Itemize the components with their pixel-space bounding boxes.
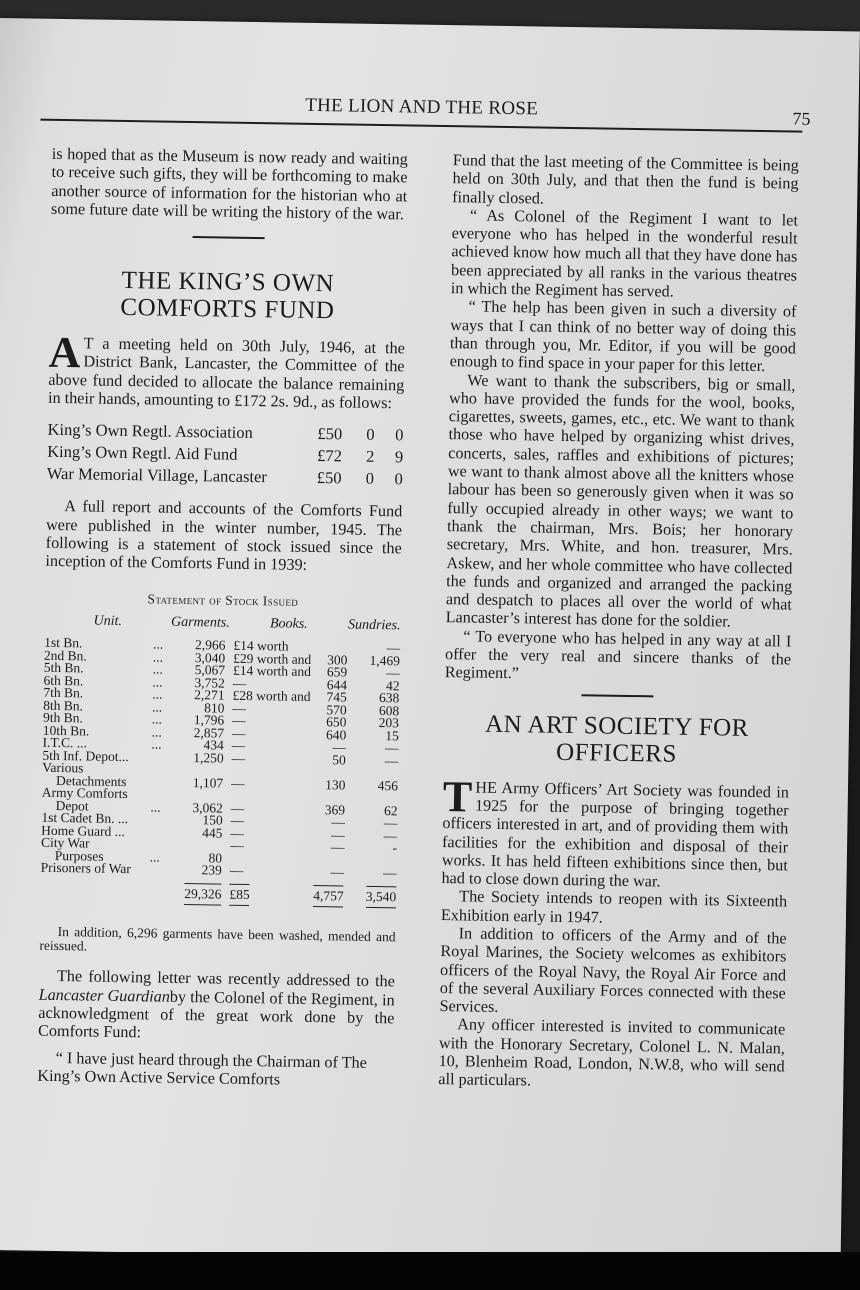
cell-leader-dots: ...: [152, 661, 163, 677]
cell-unit: 1st Bn.: [44, 635, 83, 651]
books-text: —: [231, 750, 246, 766]
header-books: Books.: [269, 616, 308, 632]
books-count: 640: [325, 727, 347, 743]
letter-paragraph-1: Fund that the last meeting of the Committee is being held on 30th July, and that then the fund is being finally closed.: [452, 151, 799, 208]
allocation-pounds: £50: [317, 424, 343, 444]
cell-unit: Purposes: [54, 847, 104, 864]
books-count: 130: [325, 777, 346, 793]
books-text: £28 worth and: [232, 688, 311, 705]
cell-unit: 5th Inf. Depot...: [42, 747, 129, 764]
cell-sundries: —: [383, 815, 398, 831]
cell-leader-dots: ...: [151, 736, 162, 752]
books-count: —: [330, 839, 345, 855]
allocation-list: [47, 419, 404, 491]
table-caption: Statement of Stock Issued: [147, 590, 299, 609]
cell-unit: Army Comforts: [41, 785, 128, 802]
heading-line-1: AN ART SOCIETY FOR: [484, 710, 750, 742]
cell-leader-dots: ...: [152, 674, 163, 690]
cell-leader-dots: ...: [152, 636, 164, 652]
books-text: —: [231, 775, 245, 791]
books-count: 650: [326, 714, 347, 730]
letter-intro-text-end: by the Colonel of the Regiment, in acknowledgment of the great work done by the Comforts Fund:: [37, 987, 395, 1042]
cell-books: [226, 865, 344, 879]
cell-garments: 2,271: [194, 687, 225, 703]
art-intro-paragraph: [441, 771, 790, 893]
books-text: £14 worth and: [232, 663, 312, 680]
allocation-shillings: 2: [365, 447, 375, 467]
cell-garments: 2,966: [194, 637, 226, 653]
cell-unit: Home Guard ...: [41, 822, 125, 839]
header-sundries: Sundries.: [347, 617, 401, 634]
books-text: —: [230, 800, 245, 816]
heading-line-2: OFFICERS: [555, 738, 678, 768]
letter-intro-text: The following letter was recently addressed to the: [56, 967, 396, 991]
allocation-recipient: King’s Own Regtl. Association: [47, 420, 254, 443]
letter-paragraph-2: “ As Colonel of the Regiment I want to let everyone who has helped in the wonderful result achieved know how much all that they have done has been appreciated by all ranks in the various theatres in which the Regiment has served.: [450, 206, 799, 301]
books-text: £14 worth: [233, 638, 289, 654]
cell-unit: 10th Bn.: [42, 722, 90, 739]
cell-sundries: —: [384, 752, 399, 769]
cell-garments: 239: [201, 862, 222, 878]
intro-text: T a meeting held on 30th July, 1946, at the District Bank, Lancaster, the Committee of the above fund decided to allocate the balance remaining in their hands, amounting to £172 2s. 9d., as follows:: [47, 334, 405, 413]
cell-sundries: —: [383, 827, 398, 844]
cell-leader-dots: ...: [151, 711, 163, 727]
cell-garments: 2,857: [193, 724, 225, 741]
cell-garments: 445: [202, 825, 223, 841]
cell-sundries: 15: [385, 728, 399, 744]
continued-paragraph: is hoped that as the Museum is now ready and waiting to receive such gifts, they will be forthcoming to make another source of information for the historian who at some future date will be writing the history of the war.: [50, 144, 408, 224]
total-books-count: 4,757: [313, 885, 344, 908]
books-count: —: [332, 739, 347, 755]
cell-books: [227, 775, 346, 793]
cell-unit: 5th Bn.: [43, 660, 84, 676]
cell-sundries: 1,469: [369, 652, 401, 669]
running-header: [40, 89, 811, 133]
letter-paragraph-4: We want to thank the subscribers, big or small, who have provided the funds for the wool, books, cigarettes, sweets, games, etc., etc. We want to thank those who have helped by organizing whist drives, concerts, sales, raffles and exhibitions of pictures; we want to thank almost above all the knitters whose labour has been so generously given when it was so fully occupied already in other ways; we want to thank the chairman, Mrs. Bois; her honorary secretary, Mrs. White, and hon. treasurer, Mrs. Askew, and her whole committee who have collected the funds and organized and arranged the packing and despatch to places all over the world of what Lancaster’s interest has done for the soldier.: [445, 370, 796, 631]
cell-garments: 1,796: [193, 712, 225, 728]
cell-garments: 1,107: [192, 774, 224, 791]
cell-garments: 3,062: [192, 799, 223, 816]
art-paragraph-2: In addition to officers of the Army and of the Royal Marines, the Society welcomes as exhibitors officers of the Royal Navy, the Royal Air Force and of the several Auxiliary Forces connected with these Services.: [439, 924, 787, 1017]
article-heading-art-society: [443, 710, 790, 769]
allocation-pence: 0: [394, 469, 403, 489]
background-bottom: [0, 1252, 860, 1290]
header-garments: Garments.: [170, 614, 230, 631]
allocation-recipient: King’s Own Regtl. Aid Fund: [47, 442, 238, 465]
books-text: —: [231, 725, 246, 741]
stock-table: [40, 611, 401, 909]
allocation-recipient: War Memorial Village, Lancaster: [46, 464, 268, 487]
heading-line-1: THE KING’S OWN: [121, 267, 335, 298]
cell-leader-dots: [149, 864, 167, 877]
cell-sundries: —: [386, 640, 401, 656]
cell-sundries: 608: [378, 702, 400, 719]
allocation-pounds: £72: [317, 446, 343, 466]
right-column: [438, 151, 799, 1094]
cell-sundries: 42: [385, 678, 400, 694]
cell-sundries: —: [384, 740, 399, 756]
books-count: —: [331, 827, 345, 843]
article-heading-comforts-fund: [49, 266, 406, 326]
cell-unit: 7th Bn.: [43, 685, 84, 701]
cell-unit: 8th Bn.: [43, 697, 84, 714]
drop-cap: T: [442, 771, 473, 822]
cell-sundries: —: [386, 665, 400, 681]
books-count: 659: [326, 664, 348, 680]
page-number: 75: [792, 108, 811, 129]
newspaper-name: Lancaster Guardian: [38, 985, 171, 1006]
art-paragraph-1: The Society intends to reopen with its Sixteenth Exhibition early in 1947.: [440, 887, 788, 927]
cell-unit: Depot: [55, 797, 89, 814]
cell-leader-dots: ...: [150, 799, 161, 815]
cell-sundries: -: [392, 840, 398, 856]
cell-unit: 1st Cadet Bn. ...: [41, 810, 129, 827]
cell-sundries: 638: [378, 690, 400, 706]
books-text: —: [232, 713, 246, 729]
cell-garments: 5,067: [194, 662, 226, 678]
books-count: 300: [327, 652, 348, 668]
cell-leader-dots: [150, 826, 168, 839]
magazine-page: [0, 18, 860, 1263]
cell-books: [226, 840, 344, 854]
cell-garments: 80: [208, 850, 223, 866]
books-text: —: [232, 700, 247, 716]
heading-line-2: COMFORTS FUND: [120, 294, 335, 325]
section-divider: [581, 694, 653, 697]
art-intro-text: HE Army Officers’ Art Society was founded in 1925 for the purpose of bringing together officers interested in art, and of providing them with facilities for the exhibition and disposal of their works. It has held fifteen exhibitions since then, but had to close down during the war.: [441, 778, 790, 891]
books-text: —: [231, 738, 246, 754]
letter-opening: “ I have just heard through the Chairman of The King’s Own Active Service Comforts: [37, 1048, 368, 1089]
cell-unit: 2nd Bn.: [43, 647, 87, 664]
books-count: 369: [324, 802, 346, 818]
books-text: —: [232, 675, 247, 691]
cell-leader-dots: ...: [152, 649, 164, 665]
cell-unit: 9th Bn.: [42, 710, 83, 726]
cell-garments: 3,040: [194, 649, 226, 666]
cell-sundries: 456: [377, 777, 399, 794]
letter-paragraph-5: “ To everyone who has helped in any way at all I offer the very real and sincere thanks of the Regiment.”: [444, 627, 792, 683]
cell-unit: City War: [40, 835, 90, 851]
cell-garments: 3,752: [194, 674, 225, 691]
cell-unit: Various: [42, 760, 84, 776]
total-sundries: 3,540: [366, 886, 397, 909]
allocation-shillings: 0: [366, 425, 375, 445]
cell-leader-dots: ...: [149, 849, 160, 865]
cell-unit: 6th Bn.: [43, 672, 84, 689]
table-footnote: In addition, 6,296 garments have been washed, mended and reissued.: [39, 924, 396, 954]
books-text: —: [230, 838, 244, 854]
header-unit: Unit.: [93, 613, 123, 629]
cell-garments: 150: [202, 812, 223, 828]
allocation-shillings: 0: [365, 469, 375, 489]
allocation-pence: 0: [395, 425, 404, 445]
publication-title: THE LION AND THE ROSE: [305, 94, 539, 120]
art-paragraph-3: Any officer interested is invited to communicate with the Honorary Secretary, Colonel L. N. Malan, 10, Blenheim Road, London, N.W.8, who will send all particulars.: [438, 1015, 786, 1090]
cell-unit: I.T.C. ...: [42, 735, 88, 751]
cell-unit: Detachments: [55, 772, 127, 789]
cell-leader-dots: ...: [152, 686, 163, 702]
cell-sundries: 203: [378, 715, 400, 731]
intro-paragraph: [47, 327, 405, 413]
report-paragraph: A full report and accounts of the Comforts Fund were published in the winter number, 1945. The following is a statement of stock issued since the inception of the Comforts Fund in 1939:: [45, 497, 403, 575]
books-count: —: [331, 814, 346, 830]
total-garments: 29,326: [184, 883, 221, 906]
books-count: —: [330, 864, 345, 880]
books-count: 50: [332, 752, 346, 768]
allocation-pounds: £50: [316, 468, 342, 488]
books-count: 570: [326, 702, 347, 718]
cell-sundries: —: [382, 865, 397, 881]
allocation-pence: 9: [394, 447, 404, 467]
cell-garments: 434: [203, 737, 224, 753]
books-count: 644: [326, 677, 348, 693]
cell-garments: 1,250: [193, 749, 224, 766]
books-count: 745: [326, 689, 347, 705]
drop-cap: A: [48, 327, 81, 378]
cell-leader-dots: ...: [151, 699, 163, 715]
cell-garments: 810: [204, 700, 225, 716]
cell-books: [228, 750, 346, 768]
letter-paragraph-3: “ The help has been given in such a diversity of ways that I can think of no better way of doing this than through you, Mr. Editor, if you will be good enough to find space in your paper for this letter.: [449, 297, 797, 376]
books-text: —: [230, 813, 245, 829]
cell-leader-dots: ...: [151, 724, 162, 740]
totals-row: [40, 875, 396, 909]
cell-leader-dots: [151, 776, 169, 789]
cell-unit: Prisoners of War: [40, 860, 131, 877]
allocation-row: [47, 463, 403, 491]
letter-intro-paragraph: [38, 967, 395, 1046]
cell-sundries: 62: [383, 802, 398, 819]
cell-leader-dots: [151, 751, 169, 764]
total-books-value: £85: [229, 884, 250, 907]
books-text: —: [230, 825, 245, 841]
books-text: —: [229, 863, 244, 879]
cell-leader-dots: [150, 814, 168, 827]
books-text: £29 worth and: [233, 650, 312, 667]
left-column: [37, 145, 408, 1091]
cell-leader-dots: [151, 764, 169, 777]
section-divider: [193, 236, 265, 239]
